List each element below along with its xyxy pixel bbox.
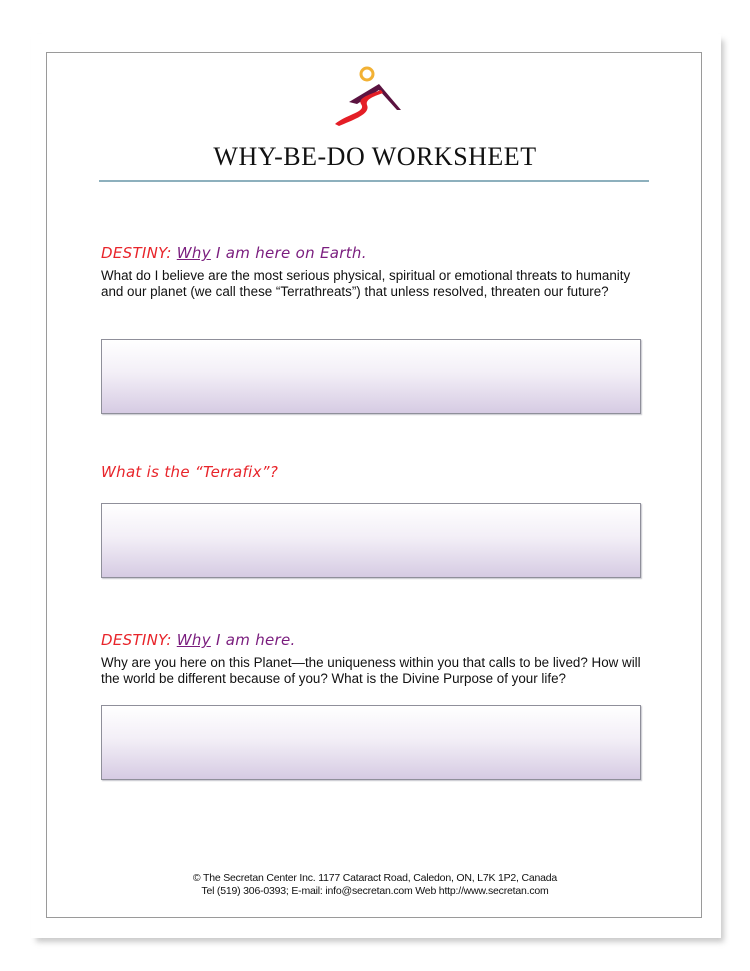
- heading-label: DESTINY:: [101, 631, 172, 649]
- answer-box-terrafix[interactable]: [101, 503, 641, 578]
- heading-why: Why: [176, 631, 211, 649]
- footer-address: © The Secretan Center Inc. 1177 Cataract Road, Caledon, ON, L7K 1P2, Canada: [192, 872, 558, 884]
- section-heading-destiny-earth: [101, 244, 367, 262]
- title-divider: [99, 180, 649, 182]
- heading-label: DESTINY:: [101, 244, 172, 262]
- mountain-icon: [349, 84, 401, 110]
- heading-why: Why: [176, 244, 211, 262]
- heading-text: I am here.: [215, 631, 296, 649]
- river-icon: [335, 90, 383, 126]
- answer-box-terrathreats[interactable]: [101, 339, 641, 414]
- heading-text: I am here on Earth.: [215, 244, 367, 262]
- section-heading-terrafix: What is the “Terrafix”?: [101, 463, 279, 481]
- footer: [101, 872, 649, 898]
- section-heading-destiny-here: [101, 631, 296, 649]
- sun-icon: [361, 68, 373, 80]
- page-title: WHY-BE-DO WORKSHEET: [213, 142, 537, 171]
- worksheet-page: [31, 34, 721, 938]
- footer-contact: Tel (519) 306-0393; E-mail: info@secretan.com Web http://www.secretan.com: [201, 885, 549, 897]
- question-terrathreats: What do I believe are the most serious physical, spiritual or emotional threats to humanity and our planet (we call these “Terrathreats”) that unless resolved, threaten our future?: [101, 268, 631, 299]
- answer-box-divine-purpose[interactable]: [101, 705, 641, 780]
- mountain-sun-logo: [331, 64, 406, 126]
- question-divine-purpose: Why are you here on this Planet—the uniqueness within you that calls to be lived? How will the world be different because of you? What is the Divine Purpose of your life?: [101, 655, 641, 686]
